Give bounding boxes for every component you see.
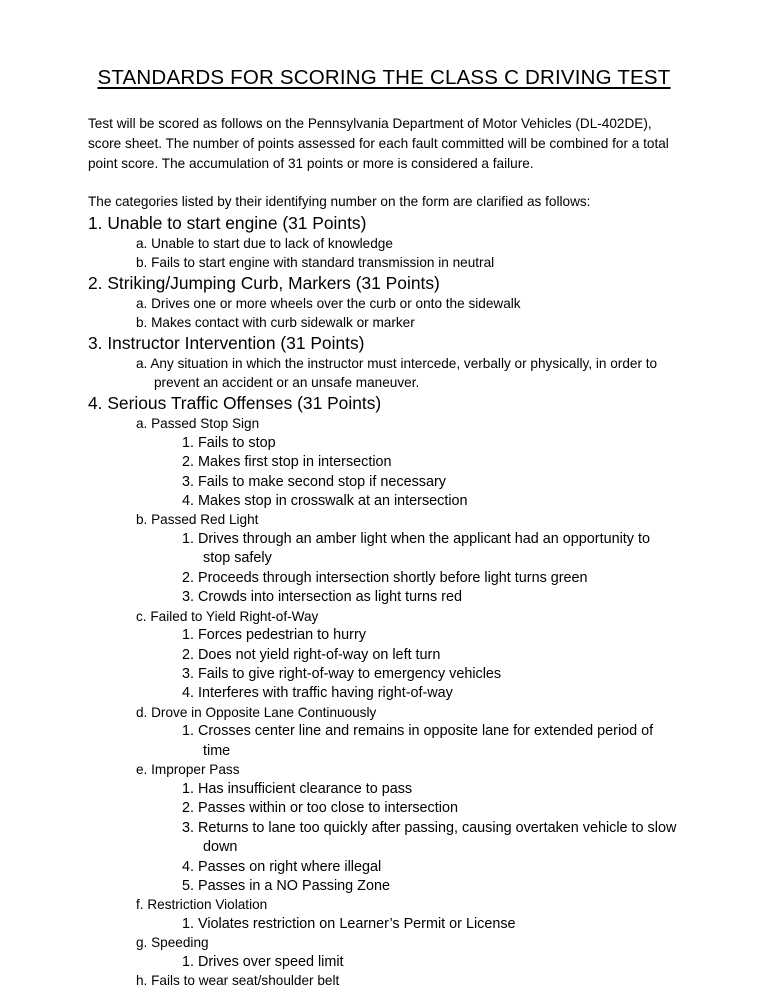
category-subitem-list	[88, 780, 680, 897]
scoring-category	[88, 212, 680, 272]
category-subitem: 1. Has insufficient clearance to pass	[182, 780, 413, 797]
category-item	[88, 934, 680, 972]
category-item-label: e. Improper Pass	[136, 762, 240, 778]
category-item	[88, 608, 680, 704]
category-subitem: 3. Returns to lane too quickly after passing, causing overtaken vehicle to slow down	[182, 819, 677, 856]
category-subitem-list	[88, 722, 680, 761]
category-item	[88, 355, 680, 392]
category-item-label: b. Fails to start engine with standard transmission in neutral	[136, 254, 495, 270]
category-item-label: d. Drove in Opposite Lane Continuously	[136, 704, 377, 720]
category-subitem: 1. Violates restriction on Learner’s Permit or License	[182, 915, 516, 932]
category-item-label: b. Makes contact with curb sidewalk or marker	[136, 314, 415, 330]
scoring-category	[88, 332, 680, 392]
category-item-list	[88, 235, 680, 272]
category-item-list	[88, 415, 680, 991]
document-content	[88, 0, 680, 991]
category-subitem: 5. Passes in a NO Passing Zone	[182, 877, 390, 894]
scoring-category	[88, 392, 680, 990]
category-subitem-list	[88, 915, 680, 934]
category-item	[88, 511, 680, 607]
scoring-categories-list	[88, 212, 680, 990]
category-subitem: 1. Drives over speed limit	[182, 953, 344, 970]
category-subitem: 4. Interferes with traffic having right-of-way	[182, 685, 453, 702]
category-item-list	[88, 295, 680, 332]
category-subitem: 2. Proceeds through intersection shortly before light turns green	[182, 569, 588, 586]
category-subitem: 3. Fails to give right-of-way to emergency vehicles	[182, 666, 502, 683]
category-subitem: 1. Drives through an amber light when the applicant had an opportunity to stop safely	[182, 530, 650, 567]
page-title	[88, 0, 680, 90]
category-item-label: c. Failed to Yield Right-of-Way	[136, 608, 319, 624]
category-subitem: 2. Passes within or too close to intersection	[182, 800, 458, 817]
category-subitem-list	[88, 626, 680, 704]
category-subitem: 4. Passes on right where illegal	[182, 858, 382, 875]
category-heading: 3. Instructor Intervention (31 Points)	[88, 333, 365, 354]
category-item	[88, 896, 680, 934]
scoring-category	[88, 272, 680, 332]
category-subitem: 2. Makes first stop in intersection	[182, 454, 392, 471]
category-item	[88, 295, 680, 313]
page-title-text: STANDARDS FOR SCORING THE CLASS C DRIVING TEST	[97, 66, 671, 89]
category-item-label: a. Any situation in which the instructor must intercede, verbally or physically, in order to prevent an accident or an unsafe maneuver.	[136, 356, 658, 390]
category-subitem: 1. Fails to stop	[182, 434, 276, 451]
category-item-label: a. Passed Stop Sign	[136, 416, 260, 432]
category-subitem: 4. Makes stop in crosswalk at an intersection	[182, 493, 468, 510]
category-item-label: a. Drives one or more wheels over the curb or onto the sidewalk	[136, 296, 521, 312]
category-subitem: 3. Crowds into intersection as light turns red	[182, 589, 462, 606]
category-item	[88, 972, 680, 990]
category-heading: 1. Unable to start engine (31 Points)	[88, 213, 367, 234]
category-item-label: a. Unable to start due to lack of knowledge	[136, 236, 393, 252]
category-subitem-list	[88, 953, 680, 972]
category-item-label: g. Speeding	[136, 935, 209, 951]
category-subitem-list	[88, 530, 680, 608]
categories-intro-paragraph: The categories listed by their identifying number on the form are clarified as follows:	[88, 194, 591, 210]
category-item-label: b. Passed Red Light	[136, 512, 259, 528]
category-item	[88, 235, 680, 253]
category-item-label: h. Fails to wear seat/shoulder belt	[136, 973, 340, 989]
category-item	[88, 704, 680, 761]
category-subitem: 3. Fails to make second stop if necessary	[182, 473, 446, 490]
category-heading: 2. Striking/Jumping Curb, Markers (31 Points)	[88, 273, 440, 294]
category-subitem-list	[88, 434, 680, 512]
intro-paragraph: Test will be scored as follows on the Pennsylvania Department of Motor Vehicles (DL-402DE), score sheet. The number of points assessed for each fault committed will be combined for a total point score. The accumulation of 31 points or more is considered a failure.	[88, 115, 669, 171]
category-subitem: 1. Forces pedestrian to hurry	[182, 627, 366, 644]
category-subitem: 2. Does not yield right-of-way on left turn	[182, 646, 441, 663]
category-item-list	[88, 355, 680, 392]
category-item	[88, 415, 680, 511]
category-item	[88, 314, 680, 332]
category-subitem: 1. Crosses center line and remains in opposite lane for extended period of time	[182, 723, 654, 759]
category-item	[88, 761, 680, 896]
category-item	[88, 254, 680, 272]
category-heading: 4. Serious Traffic Offenses (31 Points)	[88, 393, 382, 414]
category-item-label: f. Restriction Violation	[136, 897, 268, 913]
